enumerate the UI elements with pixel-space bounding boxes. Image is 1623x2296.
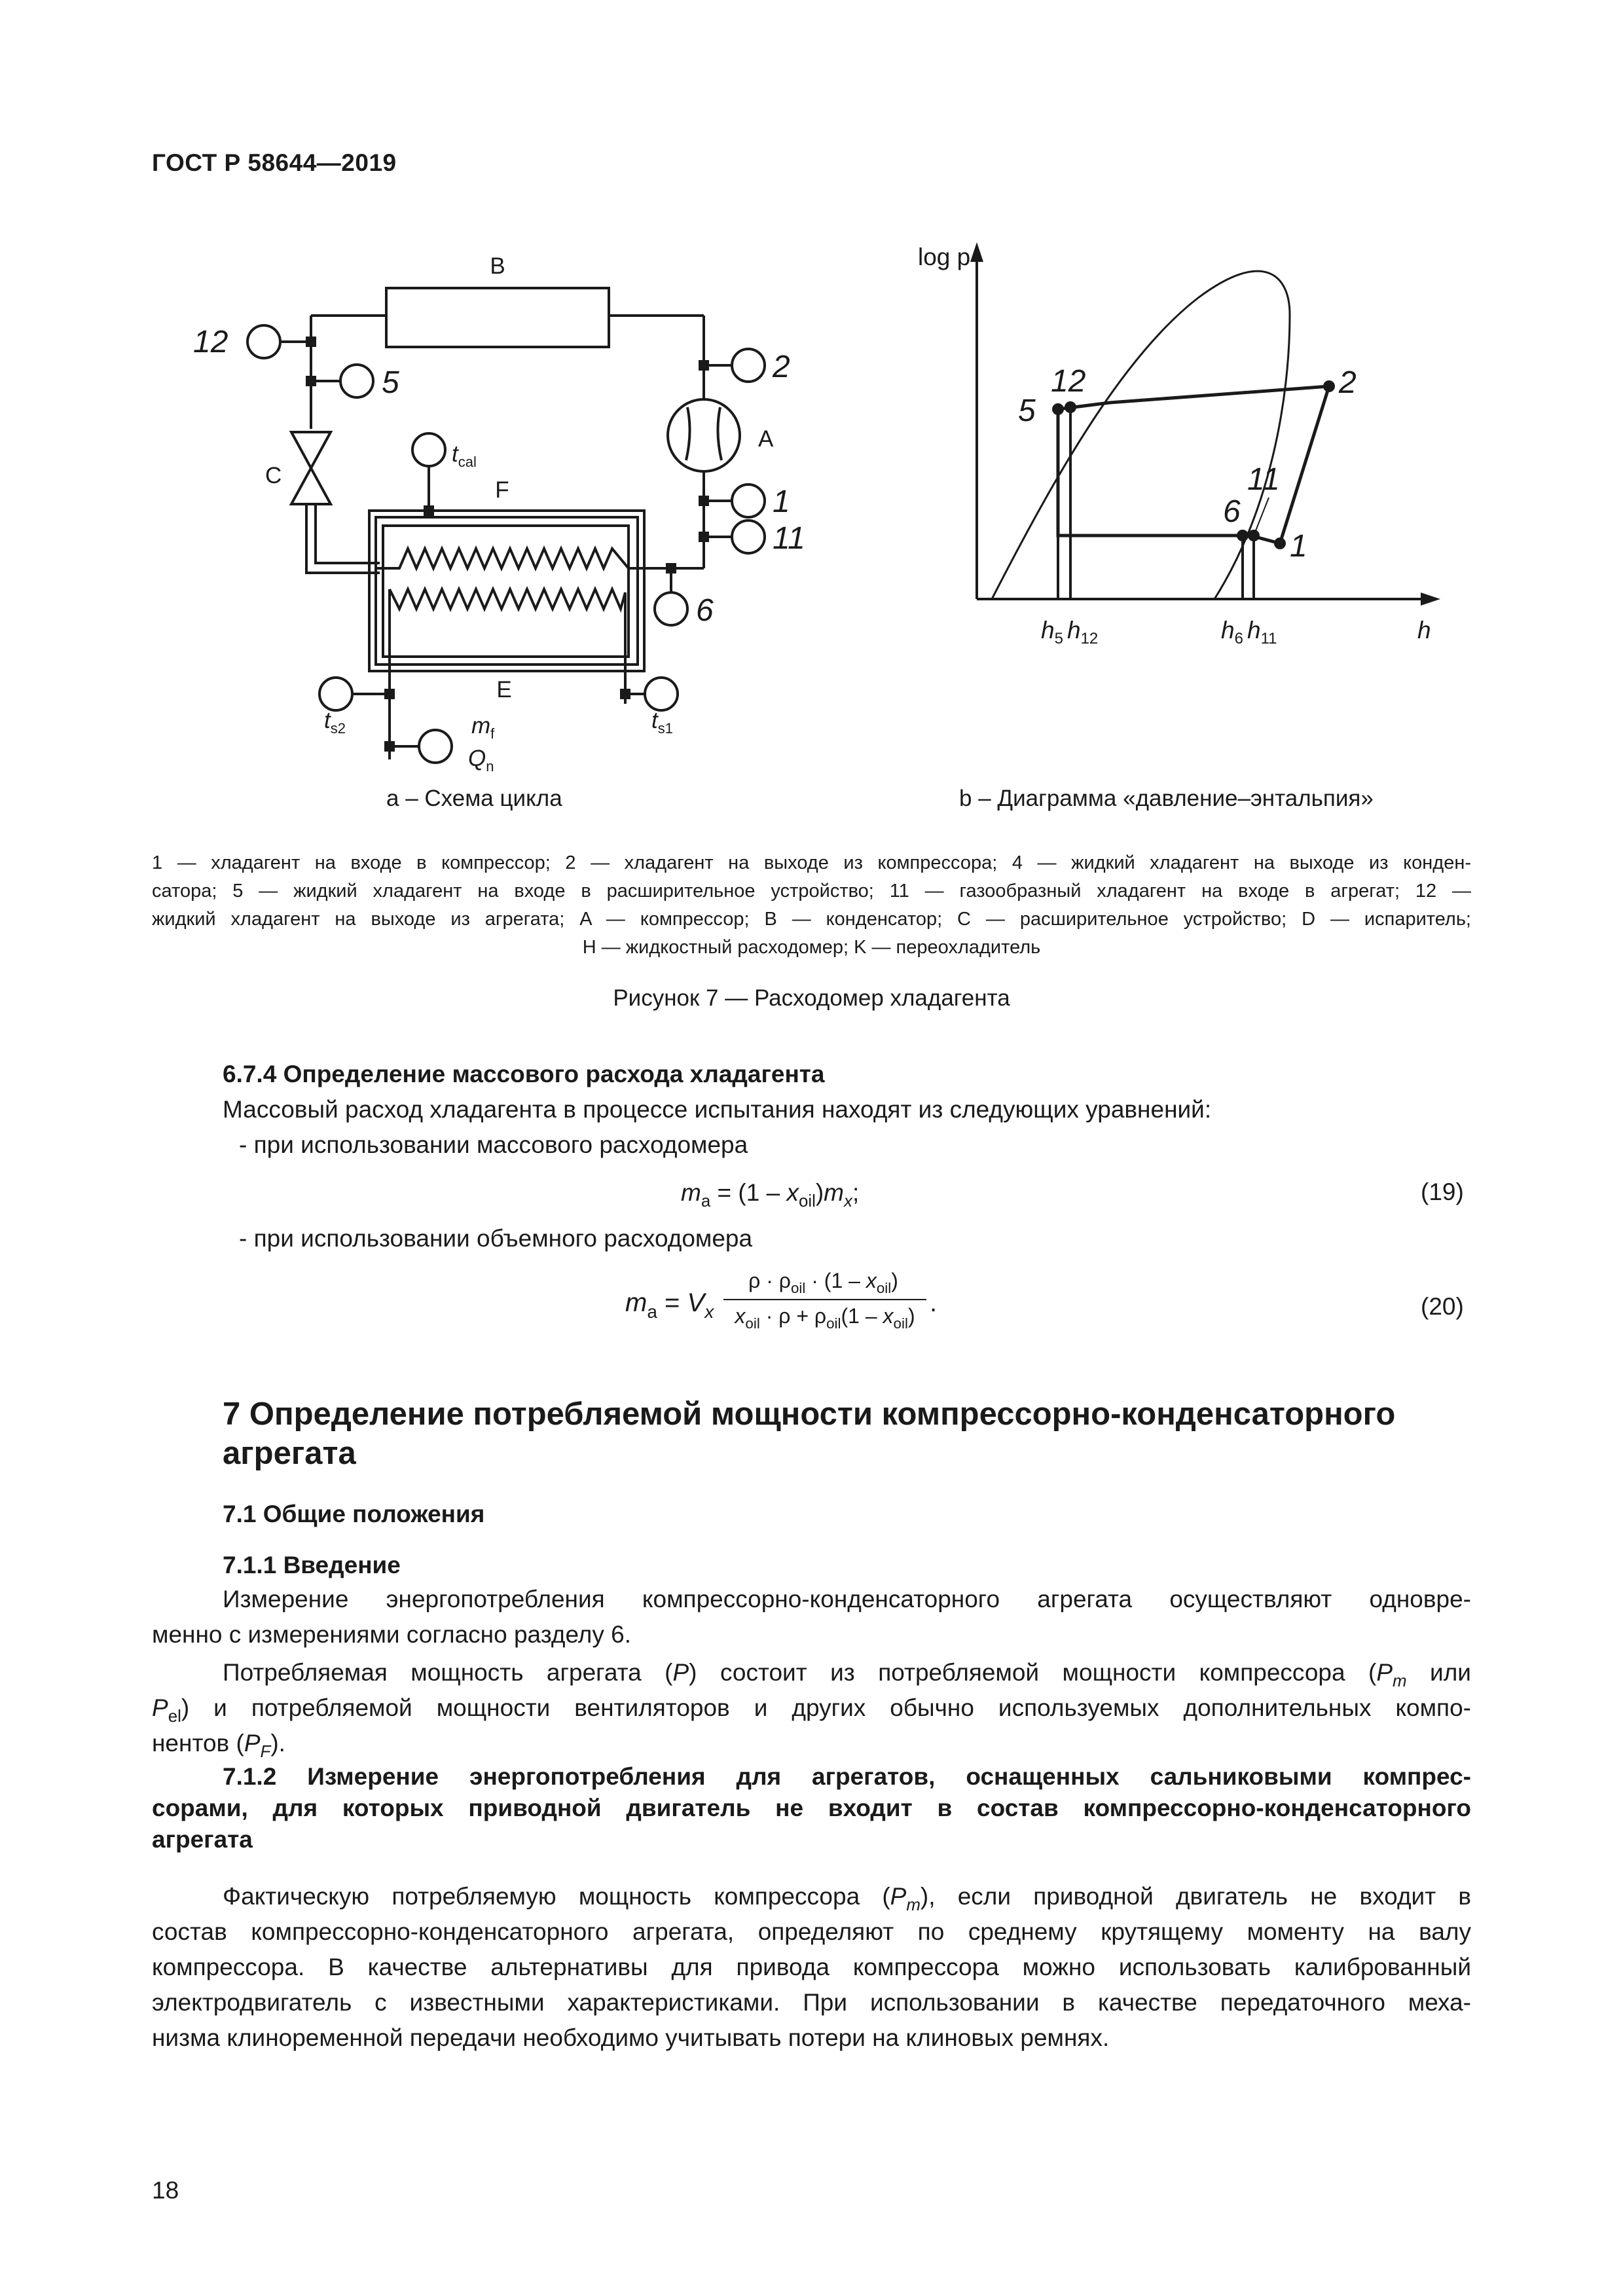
sec674-intro: Массовый расход хладагента в процессе испытания находят из следующих уравнений:: [223, 1096, 1212, 1123]
tick-h5: $h_5$: [1041, 617, 1063, 647]
point-6: 6: [1223, 494, 1241, 529]
condenser-b: [386, 288, 609, 347]
label-6: 6: [696, 593, 714, 628]
section-6-7-4-heading: 6.7.4 Определение массового расхода хладагента: [223, 1061, 825, 1087]
figure-title: Рисунок 7 — Расходомер хладагента: [613, 985, 1010, 1011]
paragraph-7-1-1: Измерение энергопотребления компрессорно-конденсаторного агрегата осуществляют одновре- менно с измерениями согласно разделу 6.: [152, 1586, 1471, 1648]
label-11: 11: [773, 521, 805, 556]
point-11: 11: [1247, 462, 1280, 497]
section-7-1-heading: 7.1 Общие положения: [223, 1501, 485, 1527]
label-5: 5: [382, 365, 399, 400]
equation-19: $m_a = (1 - x_{oil})m_x$;: [681, 1179, 860, 1211]
heat-exchanger-e: [369, 511, 644, 671]
point-5: 5: [1018, 393, 1036, 428]
point-2: 2: [1339, 365, 1357, 400]
expansion-valve-c: [291, 432, 331, 468]
label-1: 1: [773, 484, 790, 519]
paragraph-7-1-2: Фактическую потребляемую мощность компрессора $(P_m)$, если приводной двигатель не входит в состав компрессорно-конденсаторного агрегата, определяют по среднему крутящему моменту на валу компрессора. В качестве альтернативы для привода компрессора можно использовать калиброванный электродвигатель с известными характеристиками. При использовании в качестве передаточного меха- низма клиноременной передачи необходимо учитывать потери на клиновых ремнях.: [152, 1883, 1471, 2051]
document-page: ГОСТ Р 58644—2019 B A C F E 12 5 2 1 11 6 $t_{cal}$ $t_{s2}$ $t_{s1}$ $m_f$ $Q_n$ a – Схема цикла log p h 5 12 2 11 6 1 $h_5$ $h_{12}$ $h_6$ $h_{11}$ b – Диаграмма «давление–энтальпия» 1 — хладагент на входе в компрессор; 2 — хладагент на выходе из компрессора; 4 — жидкий хладагент на выходе из конден- сатора; 5 — жидкий хладагент на входе в расширительное устройство; 11 — газообразный хладагент на входе в агрегат; 12 — жидкий хладагент на выходе из агрегата; A — компрессор; B — конденсатор; C — расширительное устройство; D — испаритель; H — жидкостный расходомер; K — переохладитель Рисунок 7 — Расходомер хладагента 6.7.4 Определение массового расхода хладагента Массовый расход хладагента в процессе испытания находят из следующих уравнений: - при использовании массового расходомера $m_a = (1 - x_{oil})m_x$; (19) - при использовании объемного расходомера $m_a = V_x$ $\rho \cdot \rho_{oil} \cdot (1 - x_{oil})$ $x_{oil} \cdot \rho + \rho_{oil}(1 - x_{oil})$ . (20) 7 Определение потребляемой мощности компрессорно-конденсаторного агрегата 7.1 Общие положения 7.1.1 Введение Измерение энергопотребления компрессорно-конденсаторного агрегата осуществляют одновре- менно с измерениями согласно разделу 6. Потребляемая мощность агрегата (P) состоит из потребляемой мощности компрессора ($P_m$ или $P_{el}$) и потребляемой мощности вентиляторов и других обычно используемых дополнительных компо- нентов $(P_F)$. 7.1.2 Измерение энергопотребления для агрегатов, оснащенных сальниковыми компрес- сорами, для которых приводной двигатель не входит в состав компрессорно-конденсаторного агрегата Фактическую потребляемую мощность компрессора $(P_m)$, если приводной двигатель не входит в состав компрессорно-конденсаторного агрегата, определяют по среднему крутящему моменту на валу компрессора. В качестве альтернативы для привода компрессора можно использовать калиброванный электродвигатель с известными характеристиками. При использовании в качестве передаточного меха- низма клиноременной передачи необходимо учитывать потери на клиновых ремнях. 18: [0, 0, 1623, 2296]
standard-header: ГОСТ Р 58644—2019: [152, 149, 397, 176]
y-axis-label: log p: [918, 244, 971, 270]
paragraph-power: Потребляемая мощность агрегата (P) состоит из потребляемой мощности компрессора ($P_m$ или $P_{el}$) и потребляемой мощности вентиляторов и других обычно используемых дополнительных компо- нентов $(P_F)$.: [152, 1659, 1471, 1762]
label-ts1: $t_{s1}$: [651, 708, 673, 737]
sec674-item1: - при использовании массового расходомера: [239, 1131, 748, 1158]
label-12: 12: [193, 325, 228, 359]
label-c: C: [265, 463, 282, 488]
x-axis-label: h: [1417, 617, 1431, 644]
equation-20-number: (20): [1421, 1293, 1464, 1320]
ph-diagram: [903, 236, 1480, 668]
point-1: 1: [1290, 529, 1307, 564]
label-tcal: $t_{cal}$: [452, 441, 477, 470]
diagram-caption: b – Диаграмма «давление–энтальпия»: [959, 786, 1374, 811]
section-7-heading: 7 Определение потребляемой мощности компрессорно-конденсаторного агрегата: [223, 1396, 1396, 1471]
label-2: 2: [773, 350, 790, 384]
section-7-1-1-heading: 7.1.1 Введение: [223, 1552, 401, 1578]
sec674-item2: - при использовании объемного расходомера: [239, 1225, 753, 1252]
page-number: 18: [152, 2177, 179, 2204]
label-e: E: [496, 677, 512, 702]
label-mf: $m_f$: [471, 713, 495, 742]
tick-h11: $h_{11}$: [1247, 617, 1277, 647]
scheme-caption: a – Схема цикла: [386, 786, 562, 811]
label-f: F: [495, 477, 509, 503]
point-12: 12: [1051, 364, 1086, 399]
label-qn: $Q_n$: [468, 746, 494, 774]
tick-h6: $h_6$: [1221, 617, 1243, 647]
figure-legend: 1 — хладагент на входе в компрессор; 2 — хладагент на выходе из компрессора; 4 — жидкий хладагент на выходе из конден- сатора; 5 — жидкий хладагент на входе в расширительное устройство; 11 — газообразный хладагент на входе в агрегат; 12 — жидкий хладагент на выходе из агрегата; A — компрессор; B — конденсатор; C — расширительное устройство; D — испаритель; H — жидкостный расходомер; K — переохладитель: [152, 852, 1471, 958]
label-ts2: $t_{s2}$: [324, 708, 346, 737]
tick-h12: $h_{12}$: [1067, 617, 1099, 647]
compressor-a: [668, 399, 740, 471]
label-b: B: [490, 253, 505, 279]
equation-19-number: (19): [1421, 1178, 1464, 1205]
label-a: A: [758, 426, 774, 452]
cycle-scheme: [183, 236, 838, 825]
section-7-1-2-heading: 7.1.2 Измерение энергопотребления для агрегатов, оснащенных сальниковыми компрес- сорами, для которых приводной двигатель не входит в состав компрессорно-конденсаторного агрегата: [152, 1763, 1471, 1853]
